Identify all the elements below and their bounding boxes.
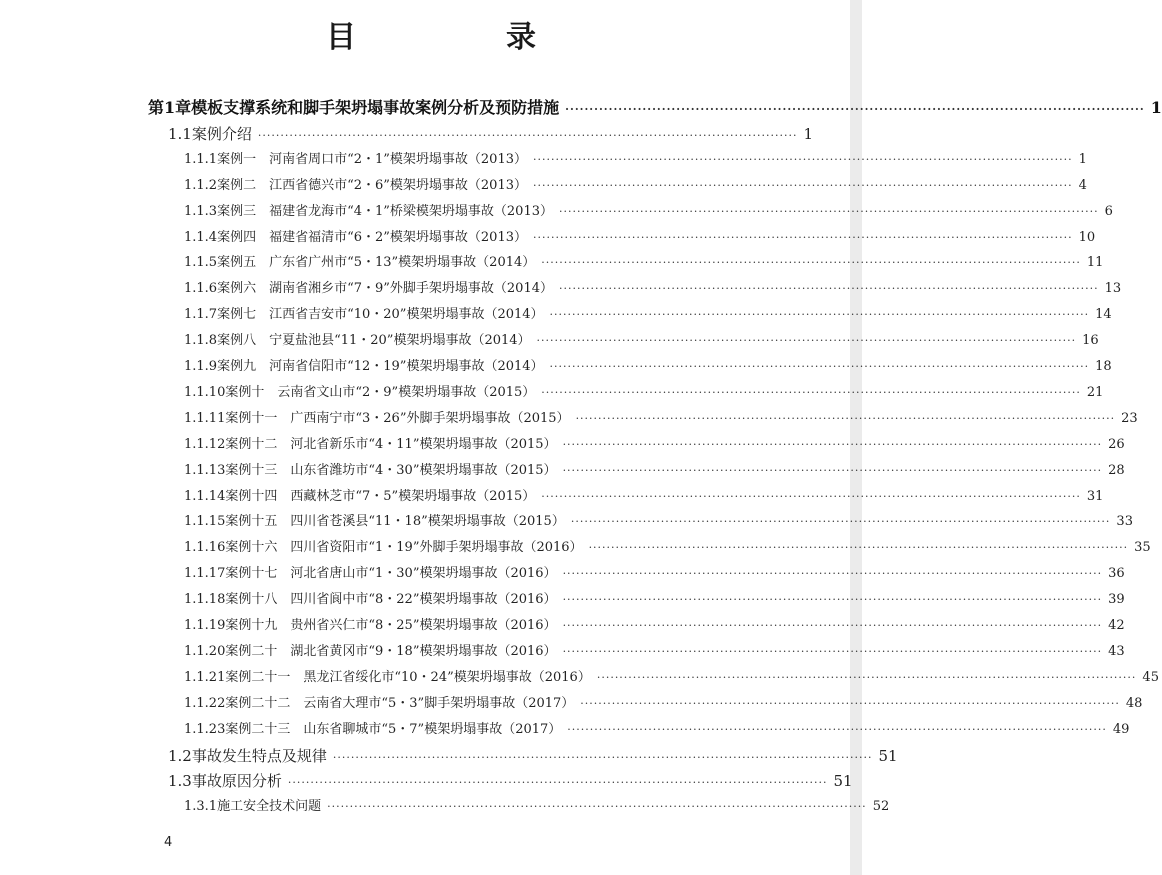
toc-entry-title: 案例十四 西藏林芝市“7・5”模架坍塌事故（2015） <box>225 488 536 504</box>
toc-entry-title: 案例十 云南省文山市“2・9”模架坍塌事故（2015） <box>225 384 536 400</box>
toc-entry-number: 1.1.11 <box>184 410 226 426</box>
toc-entry-title: 案例二十一 黑龙江省绥化市“10・24”模架坍塌事故（2016） <box>225 669 591 685</box>
toc-entry[interactable] <box>184 174 1087 198</box>
toc-entry-page: 43 <box>1108 643 1125 659</box>
toc-entry-page: 21 <box>1086 384 1104 400</box>
toc-entry[interactable] <box>184 226 1096 250</box>
toc-entry-number: 1.1.19 <box>184 618 226 633</box>
toc-entry-number: 1.1 <box>168 124 192 143</box>
toc-entry-number: 1.1.23 <box>184 721 226 737</box>
toc-leader-dots: ························································································································ <box>549 308 1090 322</box>
toc-entry-page: 1 <box>1150 98 1162 117</box>
toc-entry-number: 1.1.21 <box>184 669 226 685</box>
toc-entry[interactable] <box>184 485 1104 509</box>
toc-entry-number: 1.1.8 <box>184 333 218 349</box>
toc-entry-title: 模板支撑系统和脚手架坍塌事故案例分析及预防措施 <box>191 98 560 117</box>
toc-entry[interactable] <box>184 588 1125 612</box>
toc-entry-number: 1.1.17 <box>184 566 226 582</box>
toc-entry[interactable] <box>168 769 853 793</box>
toc-entry-title: 案例五 广东省广州市“5・13”模架坍塌事故（2014） <box>217 255 536 271</box>
toc-entry-number: 第1章 <box>148 98 192 117</box>
toc-entry[interactable] <box>184 200 1113 224</box>
page-title: 目 录 <box>326 20 596 55</box>
toc-entry-number: 1.1.15 <box>184 514 226 530</box>
toc-entry[interactable] <box>184 562 1125 586</box>
toc-leader-dots: ························································································································ <box>562 437 1103 451</box>
toc-entry-title: 案例二十二 云南省大理市“5・3”脚手架坍塌事故（2017） <box>225 695 575 711</box>
toc-leader-dots: ························································································································ <box>533 152 1073 166</box>
toc-entry-page: 51 <box>833 772 853 791</box>
toc-entry-page: 6 <box>1104 203 1113 219</box>
toc-entry-number: 1.3.1 <box>184 799 218 815</box>
toc-leader-dots: ························································································································ <box>588 541 1129 555</box>
toc-leader-dots: ························································································································ <box>596 670 1137 684</box>
toc-entry-title: 事故发生特点及规律 <box>191 746 327 765</box>
toc-entry-title: 案例三 福建省龙海市“4・1”桥梁模架坍塌事故（2013） <box>217 203 553 219</box>
toc-leader-dots: ························································································································ <box>562 593 1103 607</box>
toc-entry-title: 案例介绍 <box>191 124 252 143</box>
toc-entry-page: 35 <box>1134 540 1151 556</box>
toc-leader-dots: ························································································································ <box>533 178 1073 192</box>
toc-entry-number: 1.1.2 <box>184 177 218 193</box>
toc-entry-title: 事故原因分析 <box>191 772 282 791</box>
toc-leader-dots: ························································································································ <box>559 204 1099 218</box>
toc-entry[interactable] <box>184 355 1112 379</box>
toc-entry-title: 施工安全技术问题 <box>217 799 322 815</box>
toc-entry-title: 案例八 宁夏盐池县“11・20”模架坍塌事故（2014） <box>217 333 531 349</box>
toc-entry[interactable] <box>184 692 1143 716</box>
toc-leader-dots: ························································································································ <box>565 103 1145 116</box>
toc-leader-dots: ························································································································ <box>570 515 1111 529</box>
toc-entry[interactable] <box>184 666 1159 690</box>
toc-entry[interactable] <box>184 303 1112 327</box>
toc-entry-title: 案例二十三 山东省聊城市“5・7”模架坍塌事故（2017） <box>225 721 562 737</box>
toc-entry-page: 10 <box>1078 229 1096 245</box>
toc-entry-number: 1.1.5 <box>184 255 218 271</box>
toc-entry-page: 48 <box>1125 695 1143 711</box>
page-number: 4 <box>164 835 173 850</box>
toc-leader-dots: ························································································································ <box>541 256 1081 270</box>
toc-leader-dots: ························································································································ <box>541 385 1081 399</box>
toc-entry-page: 28 <box>1108 462 1125 478</box>
toc-entry[interactable] <box>184 148 1087 172</box>
toc-leader-dots: ························································································································ <box>287 776 828 790</box>
toc-entry-number: 1.1.14 <box>184 488 226 504</box>
toc-entry[interactable] <box>168 744 898 768</box>
toc-leader-dots: ························································································································ <box>575 411 1116 425</box>
toc-entry-page: 11 <box>1086 255 1104 271</box>
toc-entry-title: 案例十五 四川省苍溪县“11・18”模架坍塌事故（2015） <box>225 514 565 530</box>
toc-entry-page: 23 <box>1121 410 1138 426</box>
toc-entry-number: 1.1.18 <box>184 592 226 608</box>
toc-entry-title: 案例十八 四川省阆中市“8・22”模架坍塌事故（2016） <box>225 592 557 608</box>
toc-entry-page: 49 <box>1112 721 1130 737</box>
toc-leader-dots: ························································································································ <box>562 644 1103 658</box>
toc-entry-page: 1 <box>1078 151 1087 167</box>
toc-entry-page: 16 <box>1082 333 1099 349</box>
toc-entry-page: 52 <box>872 799 890 815</box>
toc-entry-number: 1.1.4 <box>184 229 218 245</box>
toc-entry-number: 1.1.3 <box>184 203 218 219</box>
toc-leader-dots: ························································································································ <box>562 567 1103 581</box>
toc-entry-number: 1.1.20 <box>184 643 226 659</box>
toc-entry-title: 案例十九 贵州省兴仁市“8・25”模架坍塌事故（2016） <box>225 618 557 633</box>
toc-entry-title: 案例六 湖南省湘乡市“7・9”外脚手架坍塌事故（2014） <box>217 281 553 297</box>
toc-entry-title: 案例十一 广西南宁市“3・26”外脚手架坍塌事故（2015） <box>225 410 570 426</box>
toc-leader-dots: ························································································································ <box>562 619 1103 632</box>
toc-entry-page: 26 <box>1108 436 1125 452</box>
toc-entry[interactable] <box>184 614 1125 638</box>
toc-entry[interactable] <box>184 536 1151 560</box>
toc-leader-dots: ························································································································ <box>549 360 1090 373</box>
toc-entry-page: 45 <box>1142 669 1159 685</box>
toc-entry-page: 14 <box>1095 307 1112 323</box>
toc-entry-number: 1.2 <box>168 746 192 765</box>
toc-entry-number: 1.1.7 <box>184 307 218 323</box>
toc-entry-number: 1.1.6 <box>184 281 218 297</box>
toc-leader-dots: ························································································································ <box>541 489 1081 503</box>
toc-entry-page: 18 <box>1095 359 1112 374</box>
toc-entry[interactable] <box>184 433 1125 457</box>
toc-entry-title: 案例十七 河北省唐山市“1・30”模架坍塌事故（2016） <box>225 566 557 582</box>
toc-leader-dots: ························································································································ <box>533 230 1073 244</box>
toc-entry-page: 1 <box>803 124 814 143</box>
toc-entry-title: 案例七 江西省吉安市“10・20”模架坍塌事故（2014） <box>217 307 544 323</box>
toc-entry-title: 案例十二 河北省新乐市“4・11”模架坍塌事故（2015） <box>225 436 557 452</box>
toc-entry-title: 案例十六 四川省资阳市“1・19”外脚手架坍塌事故（2016） <box>225 540 583 556</box>
toc-entry-page: 31 <box>1086 488 1104 504</box>
toc-entry-page: 33 <box>1116 514 1133 530</box>
toc-entry[interactable] <box>184 251 1104 275</box>
toc-entry-page: 39 <box>1108 592 1125 608</box>
toc-entry[interactable] <box>168 122 814 146</box>
toc-entry[interactable] <box>184 381 1104 405</box>
toc-entry[interactable] <box>184 329 1099 353</box>
toc-entry[interactable] <box>148 96 1162 120</box>
toc-leader-dots: ························································································································ <box>327 800 867 814</box>
toc-entry[interactable] <box>184 277 1122 301</box>
toc-entry-number: 1.1.13 <box>184 462 226 478</box>
toc-leader-dots: ························································································································ <box>567 722 1107 736</box>
toc-entry-number: 1.3 <box>168 772 192 791</box>
toc-entry[interactable] <box>184 640 1125 664</box>
toc-entry-title: 案例一 河南省周口市“2・1”模架坍塌事故（2013） <box>217 151 527 167</box>
toc-entry-number: 1.1.9 <box>184 359 218 374</box>
toc-entry-title: 案例九 河南省信阳市“12・19”模架坍塌事故（2014） <box>217 359 544 374</box>
toc-entry-title: 案例四 福建省福清市“6・2”模架坍塌事故（2013） <box>217 229 527 245</box>
toc-entry-number: 1.1.12 <box>184 436 226 452</box>
toc-entry-number: 1.1.1 <box>184 151 218 167</box>
toc-entry-title: 案例二十 湖北省黄冈市“9・18”模架坍塌事故（2016） <box>225 643 557 659</box>
toc-entry-number: 1.1.22 <box>184 695 226 711</box>
toc-entry-page: 36 <box>1108 566 1125 582</box>
toc-entry[interactable] <box>184 459 1125 483</box>
toc-leader-dots: ························································································································ <box>332 750 873 764</box>
toc-entry-page: 51 <box>878 746 898 765</box>
toc-leader-dots: ························································································································ <box>257 128 798 142</box>
toc-entry-title: 案例二 江西省德兴市“2・6”模架坍塌事故（2013） <box>217 177 527 193</box>
toc-entry[interactable] <box>184 718 1130 742</box>
toc-leader-dots: ························································································································ <box>562 463 1103 477</box>
toc-entry[interactable] <box>184 795 890 819</box>
toc-leader-dots: ························································································································ <box>559 282 1099 296</box>
toc-entry[interactable] <box>184 510 1133 534</box>
toc-entry-number: 1.1.16 <box>184 540 226 556</box>
toc-entry-title: 案例十三 山东省潍坊市“4・30”模架坍塌事故（2015） <box>225 462 557 478</box>
toc-leader-dots: ························································································································ <box>580 696 1120 710</box>
toc-entry-page: 4 <box>1078 177 1087 193</box>
toc-entry[interactable] <box>184 407 1138 431</box>
toc-entry-page: 13 <box>1104 281 1122 297</box>
toc-entry-number: 1.1.10 <box>184 384 226 400</box>
toc-leader-dots: ························································································································ <box>536 334 1077 348</box>
toc-entry-page: 42 <box>1108 618 1125 633</box>
